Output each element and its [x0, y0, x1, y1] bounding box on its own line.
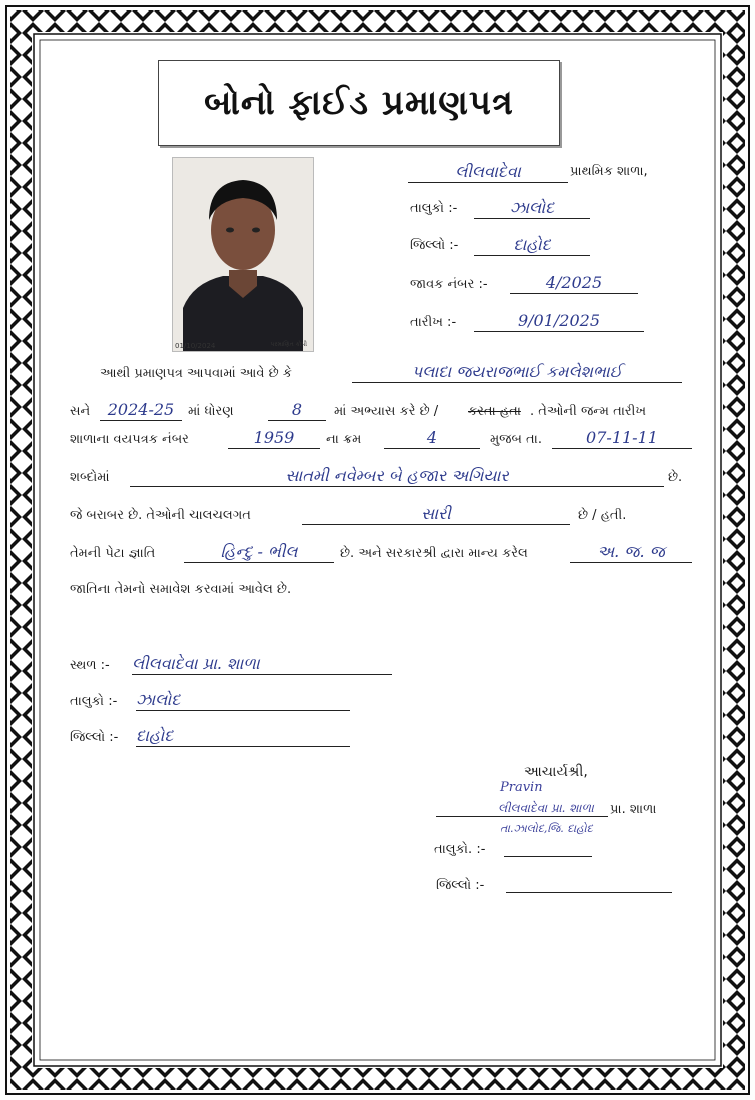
photo-attestation: પરમાણિત કોપી	[270, 341, 307, 348]
date-per-label: મુજબ તા.	[490, 432, 542, 447]
serial-label: ના ક્રમ	[326, 432, 362, 447]
place-district-value: દાહોદ	[136, 726, 350, 747]
principal-signature: Pravin	[500, 780, 543, 795]
intro-text: આથી પ્રમાણપત્ર આપવામાં આવે છે કે	[100, 366, 292, 381]
printed-school-suffix: પ્રા. શાળા	[610, 802, 657, 817]
signature-line	[436, 816, 608, 817]
date-value: 9/01/2025	[474, 311, 644, 332]
study-text: માં અભ્યાસ કરે છે /	[334, 404, 439, 419]
student-name: પલાદા જયરાજભાઈ કમલેશભાઈ	[352, 362, 682, 383]
taluka-label: તાલુકો :-	[410, 201, 458, 216]
govt-text: છે. અને સરકારશ્રી દ્વારા માન્ય કરેલ	[340, 546, 528, 561]
stamp-line-2: તા.ઝાલોદ,જિ. દાહોદ	[500, 822, 593, 835]
signature-district-line	[506, 892, 672, 893]
place-value: લીલવાદેવા પ્રા. શાળા	[132, 654, 392, 675]
certificate-title: બોનો ફાઈડ પ્રમાણપત્ર	[204, 83, 514, 123]
birth-date-words: સાતમી નવેમ્બર બે હજાર અગિયાર	[130, 466, 664, 487]
serial-number: 4	[384, 428, 480, 449]
caste-label: તેમની પેટા જ્ઞાતિ	[70, 546, 156, 561]
principal-title: આચાર્યશ્રી,	[524, 764, 588, 780]
closing-text: જાતિના તેમનો સમાવેશ કરવામાં આવેલ છે.	[70, 582, 292, 597]
outward-number-label: જાવક નંબર :-	[410, 277, 488, 292]
struck-text: કરતા હતા	[468, 404, 521, 419]
register-label: શાળાના વયપત્રક નંબર	[70, 432, 189, 447]
birth-text: . તેઓની જન્મ તારીખ	[530, 404, 647, 419]
school-suffix: પ્રાથમિક શાળા,	[570, 164, 648, 179]
place-taluka-value: ઝાલોદ	[136, 690, 350, 711]
taluka-value: ઝાલોદ	[474, 198, 590, 219]
category-value: અ. જ. જ	[570, 542, 692, 563]
place-label: સ્થળ :-	[70, 658, 110, 673]
conduct-suffix: છે / હતી.	[578, 508, 627, 523]
place-taluka-label: તાલુકો :-	[70, 694, 118, 709]
words-label: શબ્દોમાં	[70, 470, 110, 485]
signature-taluka-line	[504, 856, 592, 857]
school-name: લીલવાદેવા	[408, 162, 568, 183]
register-number: 1959	[228, 428, 320, 449]
signature-district-label: જિલ્લો :-	[436, 878, 485, 893]
standard-value: 8	[268, 400, 326, 421]
conduct-value: સારી	[302, 504, 570, 525]
conduct-label: જે બરાબર છે. તેઓની ચાલચલગત	[70, 508, 251, 523]
student-portrait-image	[173, 158, 313, 351]
signature-taluka-label: તાલુકો. :-	[434, 842, 486, 857]
student-photo	[172, 157, 314, 352]
title-box	[158, 60, 560, 146]
outward-number-value: 4/2025	[510, 273, 638, 294]
academic-year: 2024-25	[100, 400, 182, 421]
district-value: દાહોદ	[474, 235, 590, 256]
district-label: જિલ્લો :-	[410, 238, 459, 253]
place-district-label: જિલ્લો :-	[70, 730, 119, 745]
photo-date: 01/10/2024	[175, 342, 216, 350]
words-suffix: છે.	[668, 470, 683, 485]
standard-label: માં ધોરણ	[188, 404, 234, 419]
stamp-line-1: લીલવાદેવા પ્રા. શાળા	[498, 801, 594, 815]
date-label: તારીખ :-	[410, 315, 457, 330]
birth-date: 07-11-11	[552, 428, 692, 449]
year-prefix: સને	[70, 404, 91, 419]
caste-value: હિન્દુ - ભીલ	[184, 542, 334, 563]
